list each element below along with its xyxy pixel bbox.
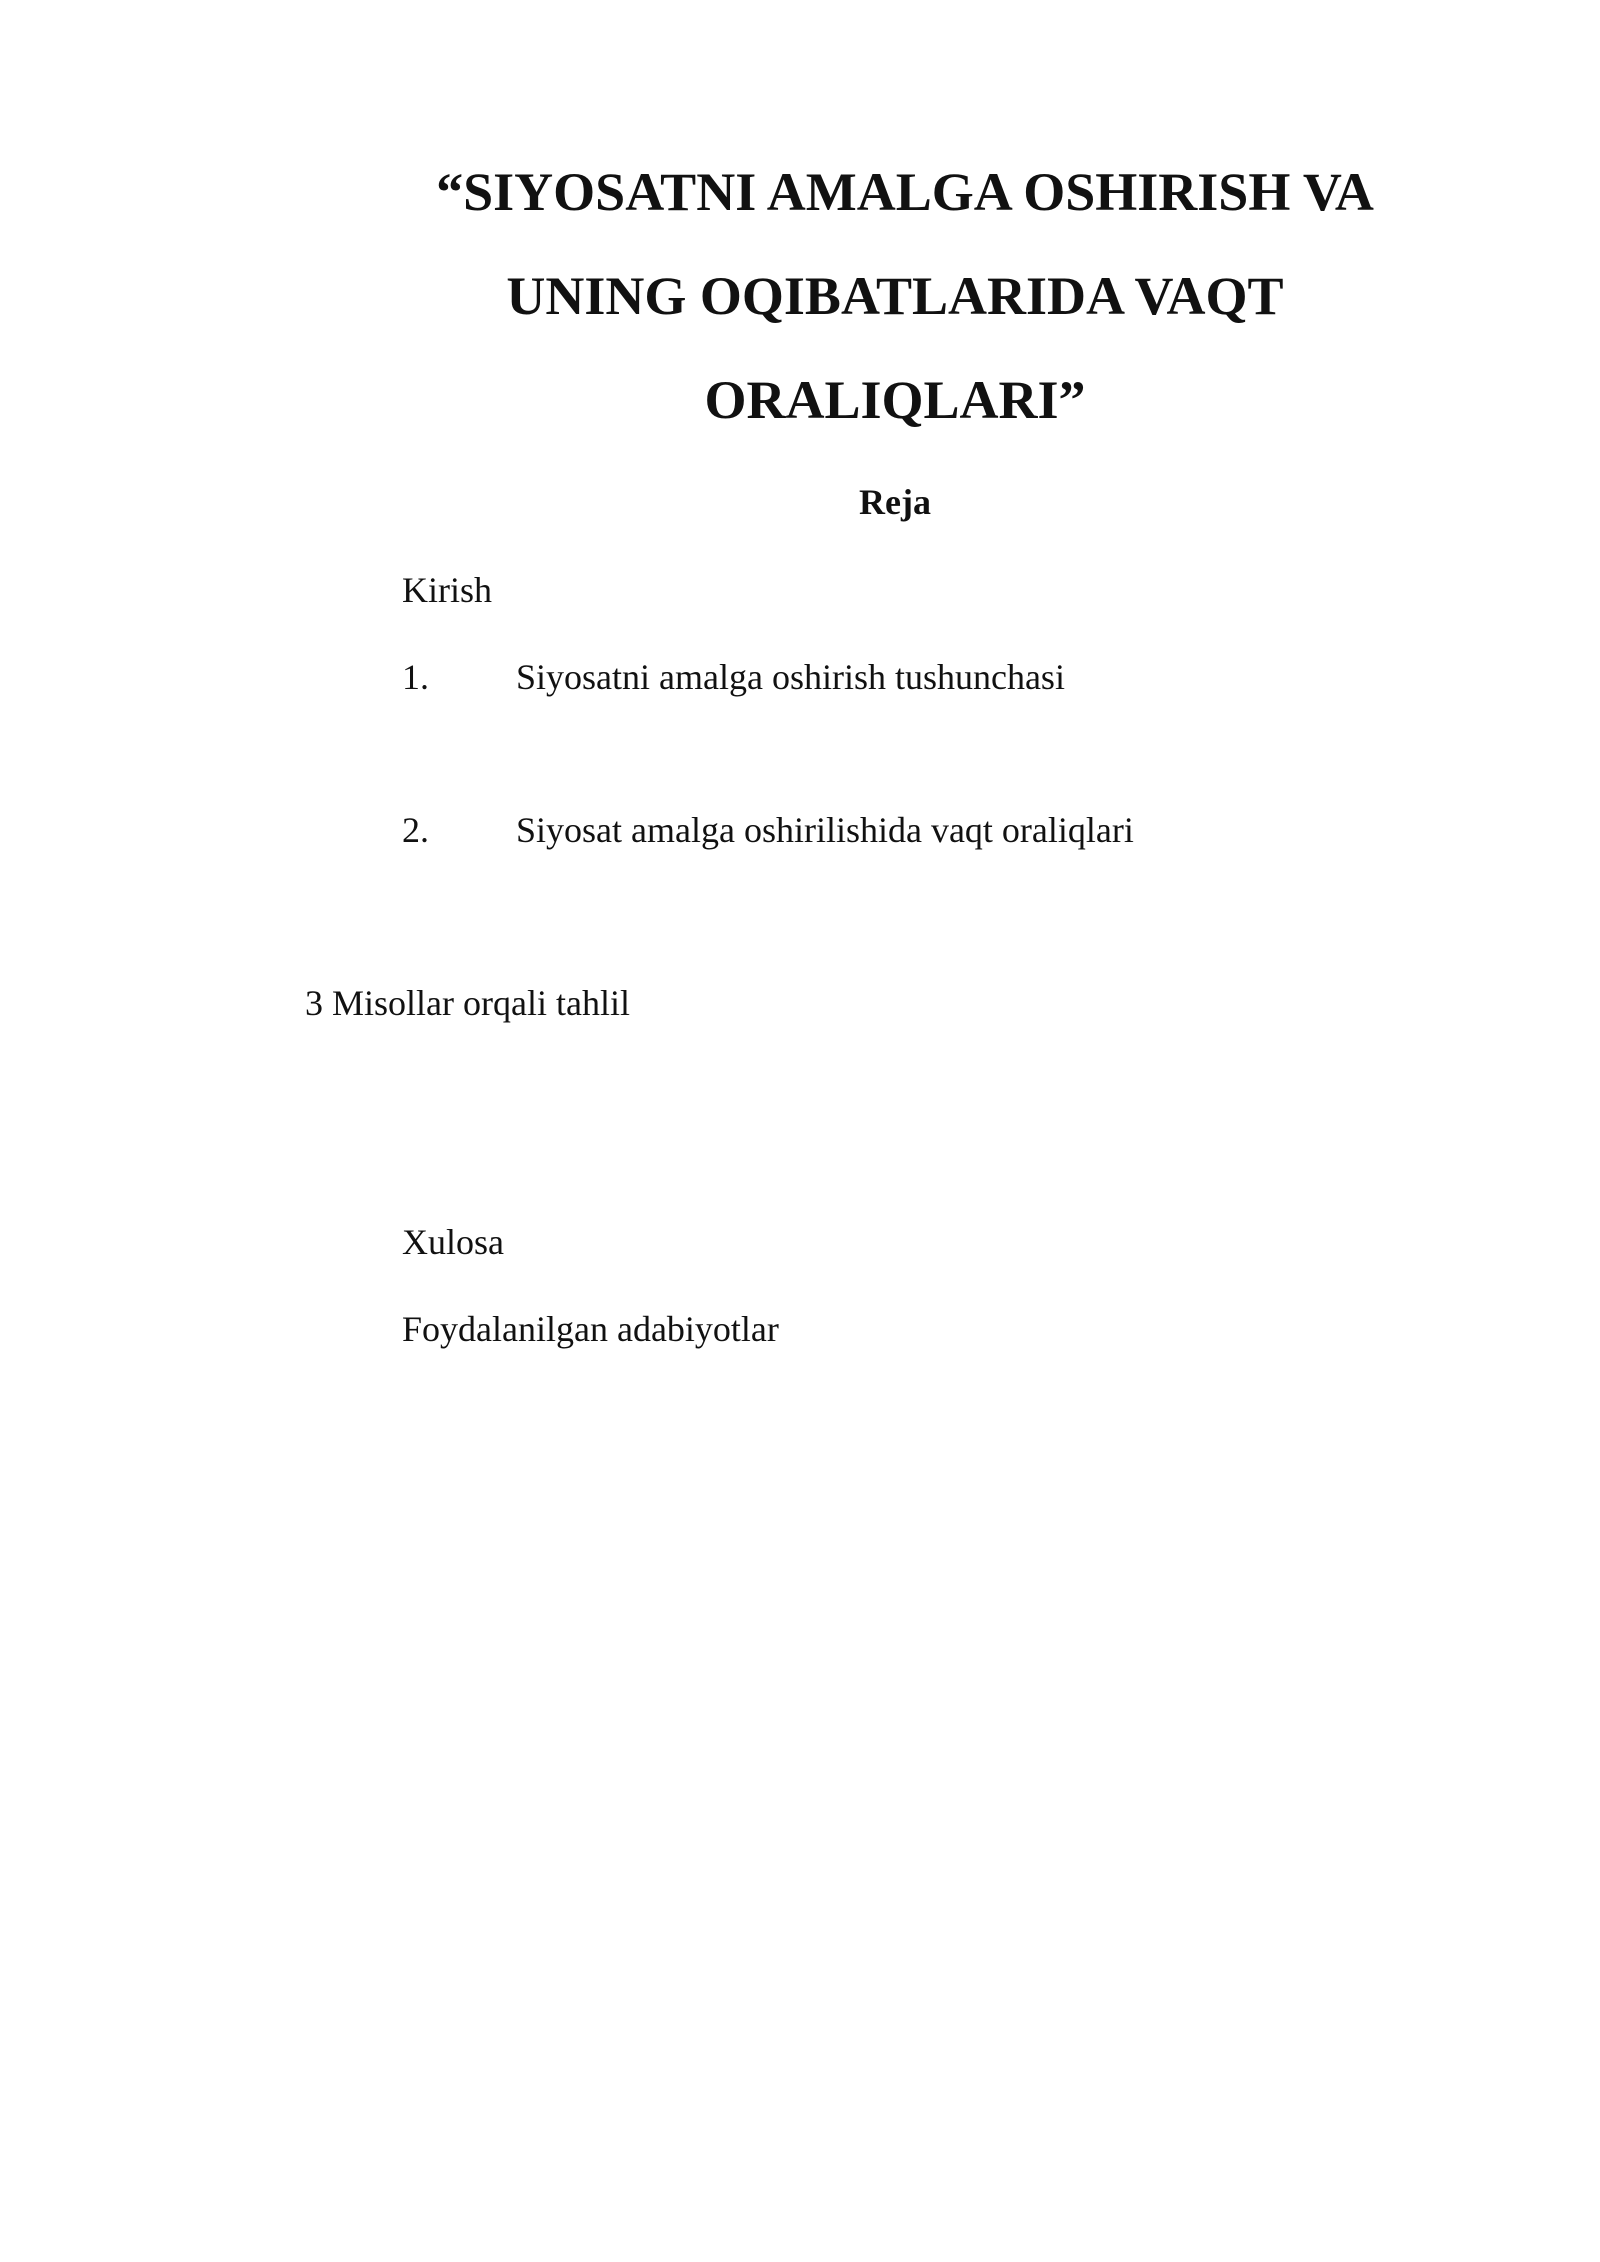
plan-item-2 <box>402 808 1134 852</box>
plan-item-1-text: Siyosatni amalga oshirish tushunchasi <box>516 657 1065 697</box>
document-title-line-3: ORALIQLARI” <box>704 370 1086 430</box>
plan-item-intro: Kirish <box>402 570 492 610</box>
plan-item-references: Foydalanilgan adabiyotlar <box>402 1309 779 1349</box>
plan-item-3: 3 Misollar orqali tahlil <box>305 983 630 1023</box>
plan-item-2-number: 2. <box>402 810 429 850</box>
plan-item-1-number: 1. <box>402 657 429 697</box>
plan-item-1 <box>402 655 1065 699</box>
plan-item-conclusion: Xulosa <box>402 1222 504 1262</box>
document-title-line-2: UNING OQIBATLARIDA VAQT <box>506 266 1284 326</box>
document-title-line-1: “SIYOSATNI AMALGA OSHIRISH VA <box>436 162 1374 222</box>
plan-heading: Reja <box>859 482 931 522</box>
plan-item-2-text: Siyosat amalga oshirilishida vaqt oraliqlari <box>516 810 1134 850</box>
